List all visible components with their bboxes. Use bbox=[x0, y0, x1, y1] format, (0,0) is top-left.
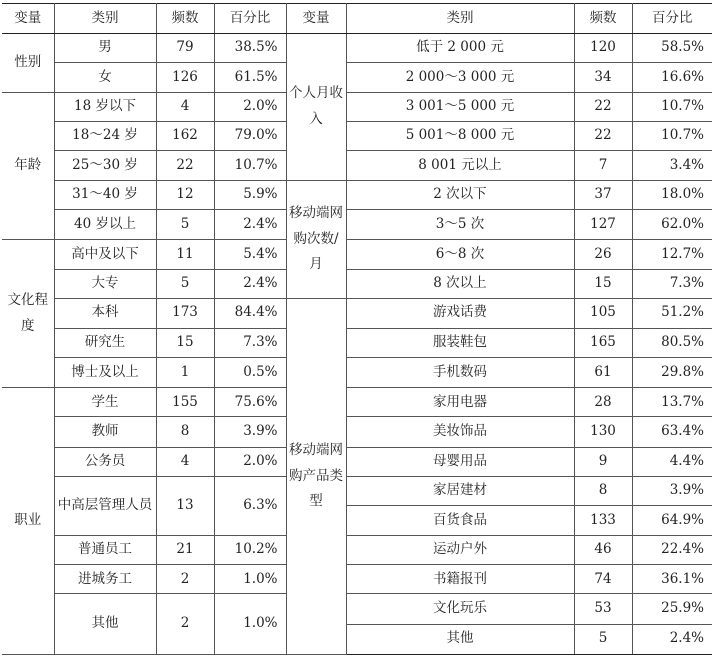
header-percentage: 百分比 bbox=[214, 4, 286, 34]
frequency-cell-left: 155 bbox=[156, 388, 214, 417]
table-row bbox=[2, 150, 712, 180]
frequency-cell-right: 15 bbox=[574, 269, 632, 298]
frequency-cell-left: 5 bbox=[156, 210, 214, 240]
category-cell-right: 其他 bbox=[346, 624, 574, 654]
category-cell-left: 女 bbox=[54, 63, 156, 92]
percentage-cell-right: 18.0% bbox=[632, 181, 712, 210]
category-cell-left: 大专 bbox=[54, 269, 156, 298]
percentage-cell-right: 62.0% bbox=[632, 210, 712, 240]
percentage-cell-right: 63.4% bbox=[632, 417, 712, 447]
category-cell-right: 服装鞋包 bbox=[346, 328, 574, 357]
category-cell-left: 31～40 岁 bbox=[54, 181, 156, 210]
category-cell-left: 普通员工 bbox=[54, 536, 156, 565]
variable-cell-left: 年龄 bbox=[2, 92, 54, 240]
percentage-cell-left: 1.0% bbox=[214, 594, 286, 655]
percentage-cell-right: 7.3% bbox=[632, 269, 712, 298]
percentage-cell-left: 84.4% bbox=[214, 298, 286, 328]
category-cell-left: 男 bbox=[54, 34, 156, 63]
frequency-cell-left: 173 bbox=[156, 298, 214, 328]
percentage-cell-right: 36.1% bbox=[632, 565, 712, 594]
percentage-cell-left: 10.2% bbox=[214, 536, 286, 565]
percentage-cell-right: 64.9% bbox=[632, 505, 712, 535]
category-cell-left: 18 岁以下 bbox=[54, 92, 156, 121]
category-cell-left: 其他 bbox=[54, 594, 156, 655]
table-body bbox=[2, 4, 712, 655]
category-cell-left: 公务员 bbox=[54, 447, 156, 476]
variable-cell-left: 文化程度 bbox=[2, 240, 54, 388]
percentage-cell-right: 12.7% bbox=[632, 240, 712, 269]
table-row bbox=[2, 388, 712, 417]
percentage-cell-right: 80.5% bbox=[632, 328, 712, 357]
frequency-cell-left: 1 bbox=[156, 358, 214, 388]
percentage-cell-right: 3.4% bbox=[632, 150, 712, 180]
frequency-cell-left: 126 bbox=[156, 63, 214, 92]
statistics-table bbox=[2, 3, 712, 655]
category-cell-right: 文化玩乐 bbox=[346, 594, 574, 624]
percentage-cell-right: 10.7% bbox=[632, 121, 712, 150]
frequency-cell-right: 120 bbox=[574, 34, 632, 63]
category-cell-left: 进城务工 bbox=[54, 565, 156, 594]
frequency-cell-right: 133 bbox=[574, 505, 632, 535]
frequency-cell-right: 61 bbox=[574, 358, 632, 388]
frequency-cell-left: 2 bbox=[156, 594, 214, 655]
frequency-cell-right: 22 bbox=[574, 92, 632, 121]
category-cell-left: 40 岁以上 bbox=[54, 210, 156, 240]
table-row bbox=[2, 210, 712, 240]
category-cell-right: 家居建材 bbox=[346, 476, 574, 505]
category-cell-right: 母婴用品 bbox=[346, 447, 574, 476]
table-row bbox=[2, 328, 712, 357]
frequency-cell-right: 37 bbox=[574, 181, 632, 210]
category-cell-right: 家用电器 bbox=[346, 388, 574, 417]
header-category: 类别 bbox=[54, 4, 156, 34]
frequency-cell-left: 5 bbox=[156, 269, 214, 298]
frequency-cell-right: 74 bbox=[574, 565, 632, 594]
table-row bbox=[2, 298, 712, 328]
percentage-cell-left: 10.7% bbox=[214, 150, 286, 180]
variable-cell-right: 个人月收入 bbox=[286, 34, 346, 181]
table-row bbox=[2, 63, 712, 92]
variable-cell-right: 移动端网购产品类型 bbox=[286, 298, 346, 654]
percentage-cell-left: 2.0% bbox=[214, 92, 286, 121]
frequency-cell-left: 13 bbox=[156, 476, 214, 535]
category-cell-left: 18～24 岁 bbox=[54, 121, 156, 150]
table-row bbox=[2, 536, 712, 565]
percentage-cell-right: 25.9% bbox=[632, 594, 712, 624]
table-row bbox=[2, 447, 712, 476]
percentage-cell-left: 75.6% bbox=[214, 388, 286, 417]
frequency-cell-right: 53 bbox=[574, 594, 632, 624]
frequency-cell-left: 21 bbox=[156, 536, 214, 565]
category-cell-right: 6～8 次 bbox=[346, 240, 574, 269]
category-cell-right: 百货食品 bbox=[346, 505, 574, 535]
category-cell-right: 美妆饰品 bbox=[346, 417, 574, 447]
category-cell-right: 5 001～8 000 元 bbox=[346, 121, 574, 150]
frequency-cell-right: 34 bbox=[574, 63, 632, 92]
category-cell-left: 中高层管理人员 bbox=[54, 476, 156, 535]
percentage-cell-right: 2.4% bbox=[632, 624, 712, 654]
table-row bbox=[2, 476, 712, 505]
percentage-cell-left: 2.4% bbox=[214, 269, 286, 298]
percentage-cell-left: 2.0% bbox=[214, 447, 286, 476]
percentage-cell-left: 2.4% bbox=[214, 210, 286, 240]
percentage-cell-right: 3.9% bbox=[632, 476, 712, 505]
category-cell-right: 2 次以下 bbox=[346, 181, 574, 210]
frequency-cell-left: 22 bbox=[156, 150, 214, 180]
percentage-cell-right: 29.8% bbox=[632, 358, 712, 388]
category-cell-left: 25～30 岁 bbox=[54, 150, 156, 180]
table-row bbox=[2, 594, 712, 624]
percentage-cell-left: 5.4% bbox=[214, 240, 286, 269]
percentage-cell-left: 6.3% bbox=[214, 476, 286, 535]
frequency-cell-left: 162 bbox=[156, 121, 214, 150]
category-cell-left: 学生 bbox=[54, 388, 156, 417]
category-cell-right: 2 000～3 000 元 bbox=[346, 63, 574, 92]
header-row bbox=[2, 4, 712, 34]
category-cell-right: 低于 2 000 元 bbox=[346, 34, 574, 63]
frequency-cell-left: 4 bbox=[156, 447, 214, 476]
category-cell-left: 研究生 bbox=[54, 328, 156, 357]
category-cell-left: 本科 bbox=[54, 298, 156, 328]
frequency-cell-right: 8 bbox=[574, 476, 632, 505]
table-row bbox=[2, 121, 712, 150]
percentage-cell-left: 3.9% bbox=[214, 417, 286, 447]
category-cell-left: 高中及以下 bbox=[54, 240, 156, 269]
header-frequency: 频数 bbox=[156, 4, 214, 34]
percentage-cell-right: 51.2% bbox=[632, 298, 712, 328]
variable-cell-left: 职业 bbox=[2, 388, 54, 655]
header-variable-right: 变量 bbox=[286, 4, 346, 34]
table-row bbox=[2, 358, 712, 388]
category-cell-right: 8 001 元以上 bbox=[346, 150, 574, 180]
category-cell-right: 运动户外 bbox=[346, 536, 574, 565]
percentage-cell-right: 13.7% bbox=[632, 388, 712, 417]
percentage-cell-right: 58.5% bbox=[632, 34, 712, 63]
frequency-cell-right: 26 bbox=[574, 240, 632, 269]
frequency-cell-right: 130 bbox=[574, 417, 632, 447]
table-row bbox=[2, 92, 712, 121]
category-cell-right: 游戏话费 bbox=[346, 298, 574, 328]
frequency-cell-left: 12 bbox=[156, 181, 214, 210]
header-variable: 变量 bbox=[2, 4, 54, 34]
percentage-cell-right: 10.7% bbox=[632, 92, 712, 121]
variable-cell-right: 移动端网购次数/月 bbox=[286, 181, 346, 299]
percentage-cell-right: 16.6% bbox=[632, 63, 712, 92]
frequency-cell-left: 8 bbox=[156, 417, 214, 447]
table-row bbox=[2, 181, 712, 210]
header-category-right: 类别 bbox=[346, 4, 574, 34]
header-frequency-right: 频数 bbox=[574, 4, 632, 34]
frequency-cell-right: 9 bbox=[574, 447, 632, 476]
category-cell-right: 3 001～5 000 元 bbox=[346, 92, 574, 121]
category-cell-right: 手机数码 bbox=[346, 358, 574, 388]
frequency-cell-right: 165 bbox=[574, 328, 632, 357]
table-row bbox=[2, 269, 712, 298]
category-cell-left: 教师 bbox=[54, 417, 156, 447]
frequency-cell-right: 5 bbox=[574, 624, 632, 654]
category-cell-right: 8 次以上 bbox=[346, 269, 574, 298]
category-cell-right: 3～5 次 bbox=[346, 210, 574, 240]
frequency-cell-left: 2 bbox=[156, 565, 214, 594]
variable-cell-left: 性别 bbox=[2, 34, 54, 92]
table-row bbox=[2, 34, 712, 63]
frequency-cell-right: 105 bbox=[574, 298, 632, 328]
table-row bbox=[2, 240, 712, 269]
frequency-cell-left: 15 bbox=[156, 328, 214, 357]
frequency-cell-right: 28 bbox=[574, 388, 632, 417]
percentage-cell-left: 5.9% bbox=[214, 181, 286, 210]
percentage-cell-right: 4.4% bbox=[632, 447, 712, 476]
frequency-cell-right: 7 bbox=[574, 150, 632, 180]
frequency-cell-right: 127 bbox=[574, 210, 632, 240]
percentage-cell-left: 0.5% bbox=[214, 358, 286, 388]
percentage-cell-right: 22.4% bbox=[632, 536, 712, 565]
percentage-cell-left: 79.0% bbox=[214, 121, 286, 150]
frequency-cell-left: 11 bbox=[156, 240, 214, 269]
category-cell-left: 博士及以上 bbox=[54, 358, 156, 388]
percentage-cell-left: 61.5% bbox=[214, 63, 286, 92]
percentage-cell-left: 1.0% bbox=[214, 565, 286, 594]
frequency-cell-right: 22 bbox=[574, 121, 632, 150]
frequency-cell-left: 4 bbox=[156, 92, 214, 121]
frequency-cell-right: 46 bbox=[574, 536, 632, 565]
table-row bbox=[2, 417, 712, 447]
header-percentage-right: 百分比 bbox=[632, 4, 712, 34]
percentage-cell-left: 7.3% bbox=[214, 328, 286, 357]
table-row bbox=[2, 565, 712, 594]
frequency-cell-left: 79 bbox=[156, 34, 214, 63]
percentage-cell-left: 38.5% bbox=[214, 34, 286, 63]
category-cell-right: 书籍报刊 bbox=[346, 565, 574, 594]
